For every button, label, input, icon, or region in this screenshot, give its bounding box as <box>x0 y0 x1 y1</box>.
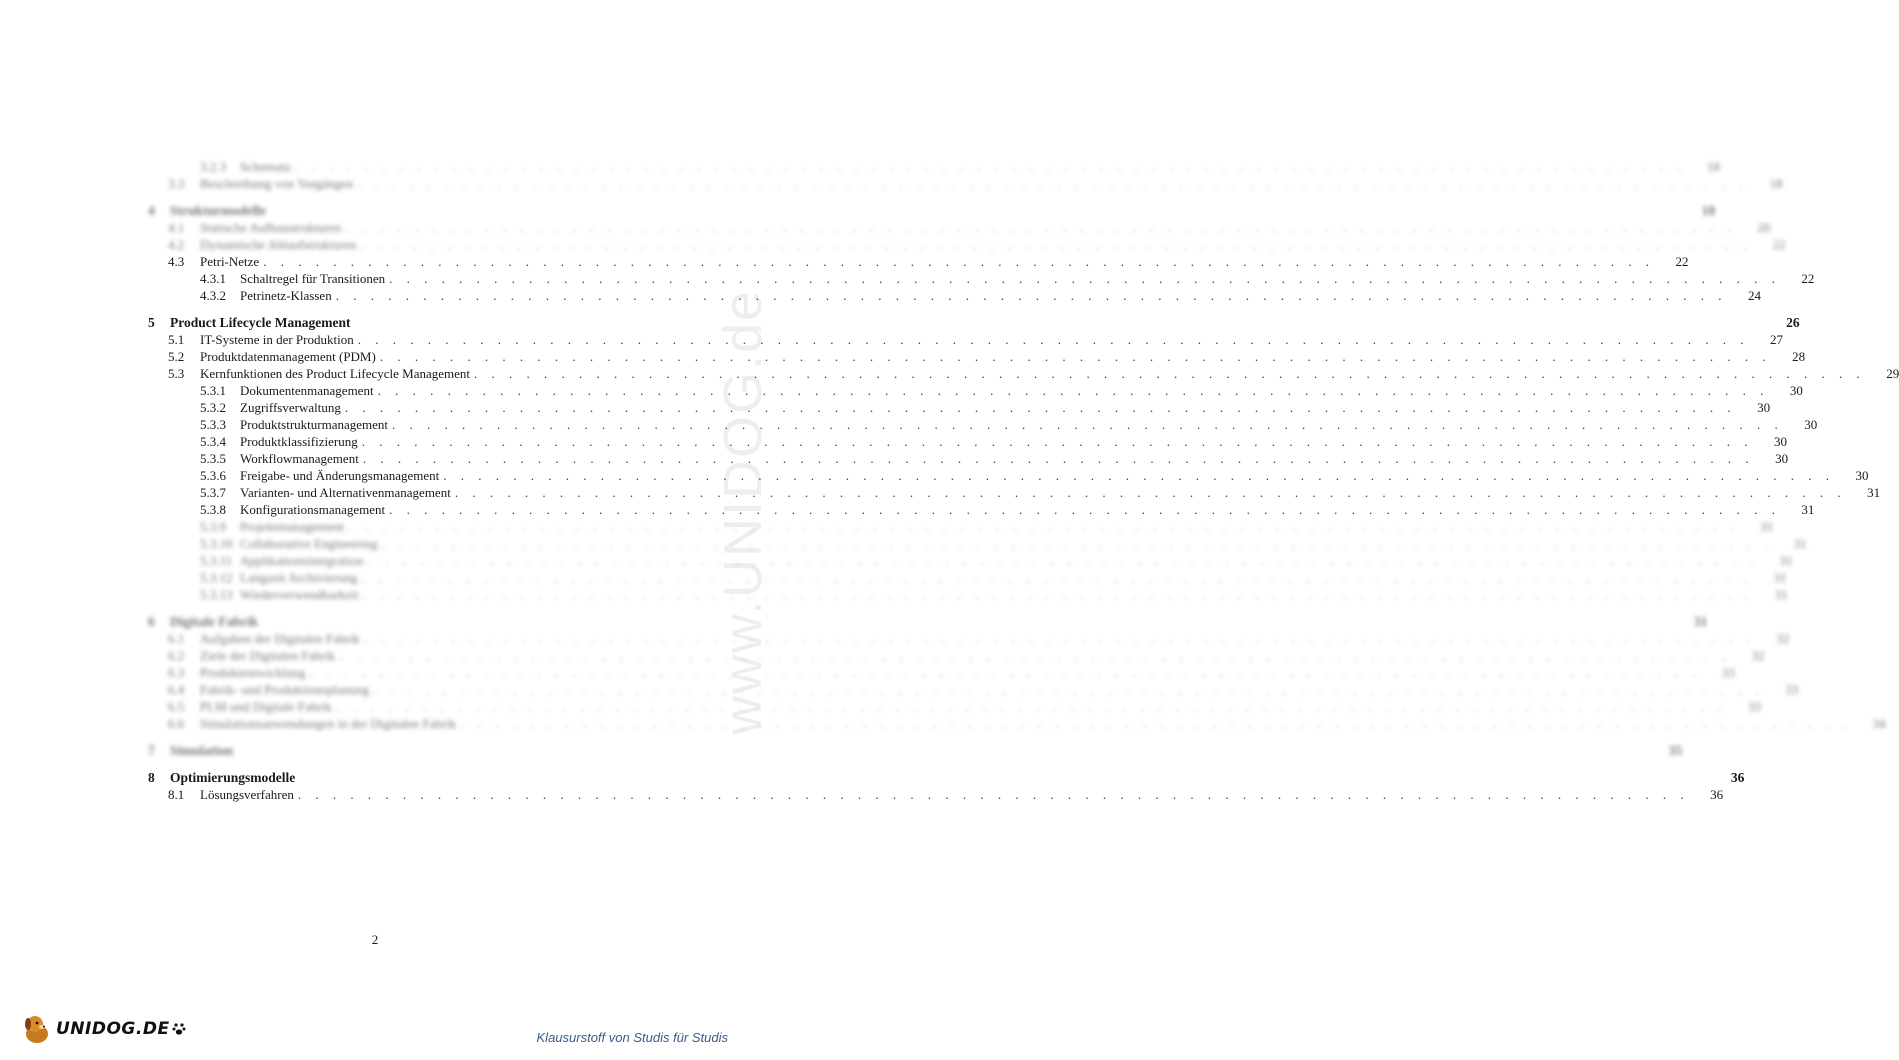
toc-entry-number: 8 <box>148 770 155 785</box>
toc-entry-number: 3.3 <box>168 176 185 191</box>
toc-entry-title: Schaltregel für Transitionen <box>240 271 386 286</box>
toc-entry-page: 18 <box>1769 176 1783 191</box>
toc-entry-title: Optimierungsmodelle <box>170 770 296 785</box>
toc-entry-title: Dokumentenmanagement <box>240 383 374 398</box>
toc-entry <box>148 467 1869 484</box>
toc-leader-dots: . . . . . . . . . . . . . . . . . . . . . . . . . . . . . . . . . . . . . . . . . . . . . . . . . . . . . . . . . . . . . . . . . . . . . . . . . . . . . . . . <box>345 220 1737 235</box>
toc-entry-title: Workflowmanagement <box>240 451 359 466</box>
toc-entry-number: 3.2.3 <box>200 159 226 174</box>
toc-entry-page: 30 <box>1804 417 1818 432</box>
toc-leader-dots: . . . . . . . . . . . . . . . . . . . . . . . . . . . . . . . . . . . . . . . . . . . . . . . . . . . . . . . . . . . . . . . . . . . . . . . . . . . . . . . . <box>363 631 1756 646</box>
toc-leader-dots: . . . . . . . . . . . . . . . . . . . . . . . . . . . . . . . . . . . . . . . . . . . . . . . . . . . . . . . . . . . . . . . . . . . . . . . . . . . . . . . . <box>443 468 1835 483</box>
toc-entry-title: Applikationsintegration <box>240 553 364 568</box>
toc-entry-number: 5.3.7 <box>200 485 226 500</box>
toc-entry <box>148 535 1807 552</box>
toc-entry-page: 33 <box>1721 665 1735 680</box>
toc-entry-title: Petri-Netze <box>200 254 260 269</box>
toc-leader-dots: . . . . . . . . . . . . . . . . . . . . . . . . . . . . . . . . . . . . . . . . . . . . . . . . . . . . . . . . . . . . . . . . . . . . . . . . . . . . . . . . <box>294 159 1686 174</box>
toc-leader-dots: . . . . . . . . . . . . . . . . . . . . . . . . . . . . . . . . . . . . . . . . . . . . . . . . . . . . . . . . . . . . . . . . . . . . . . . . . . . . . . . . <box>377 383 1769 398</box>
toc-leader-dots: . . . . . . . . . . . . . . . . . . . . . . . . . . . . . . . . . . . . . . . . . . . . . . . . . . . . . . . . . . . . . . . . . . . . . . . . . . . . . . . . <box>373 682 1765 697</box>
toc-entry-title: Statische Aufbaustrukturen <box>200 220 342 235</box>
toc-entry-page: 31 <box>1774 587 1788 602</box>
toc-entry <box>148 219 1771 236</box>
toc-leader-dots: . . . . . . . . . . . . . . . . . . . . . . . . . . . . . . . . . . . . . . . . . . . . . . . . . . . . . . . . . . . . . . . . . . . . . . . . . . . . . . . . <box>339 648 1731 663</box>
toc-leader-dots: . . . . . . . . . . . . . . . . . . . . . . . . . . . . . . . . . . . . . . . . . . . . . . . . . . . . . . . . . . . . . . . . . . . . . . . . . . . . . . . . <box>379 349 1772 364</box>
toc-entry-number: 4.3 <box>168 254 185 269</box>
toc-entry <box>148 236 1786 253</box>
toc-entry <box>148 253 1689 270</box>
toc-entry-page: 27 <box>1769 332 1783 347</box>
toc-entry-title: Projektmanagement <box>240 519 344 534</box>
toc-entry-title: Wiederverwendbarkeit <box>240 587 359 602</box>
toc-entry-page: 31 <box>1867 485 1881 500</box>
toc-entry-page: 35 <box>1668 743 1683 758</box>
toc-entry-title: Langzeit Archivierung <box>240 570 358 585</box>
paw-icon <box>172 1022 186 1036</box>
toc-entry <box>148 484 1881 501</box>
toc-entry <box>148 365 1899 382</box>
toc-entry-page: 32 <box>1776 631 1790 646</box>
toc-entry-number: 5.2 <box>168 349 185 364</box>
toc-entry-page: 22 <box>1801 271 1815 286</box>
toc-entry <box>148 664 1735 681</box>
toc-entry-page: 26 <box>1786 315 1800 330</box>
toc-entry-number: 7 <box>148 743 155 758</box>
toc-entry-title: Dynamische Ablaufstrukturen <box>200 237 357 252</box>
toc-entry <box>148 501 1815 518</box>
toc-entry-title: Kernfunktionen des Product Lifecycle Management <box>200 366 471 381</box>
watermark-text: www.UNIDOG.de <box>713 288 773 735</box>
toc-entry <box>148 382 1803 399</box>
toc-leader-dots: . . . . . . . . . . . . . . . . . . . . . . . . . . . . . . . . . . . . . . . . . . . . . . . . . . . . . . . . . . . . . . . . . . . . . . . . . . . . . . . . <box>367 553 1759 568</box>
toc-entry-page: 30 <box>1757 400 1771 415</box>
toc-entry-title: Beschreibung von Vorgängen <box>200 176 354 191</box>
toc-entry <box>148 518 1774 535</box>
toc-entry-number: 5.3.2 <box>200 400 226 415</box>
toc-entry <box>148 715 1886 732</box>
toc-entry <box>148 769 1745 786</box>
toc-entry-page: 31 <box>1693 614 1708 629</box>
toc-leader-dots: . . . . . . . . . . . . . . . . . . . . . . . . . . . . . . . . . . . . . . . . . . . . . . . . . . . . . . . . . . . . . . . . . . . . . . . . . . . . . . . . <box>309 665 1701 680</box>
toc-leader-dots: . . . . . . . . . . . . . . . . . . . . . . . . . . . . . . . . . . . . . . . . . . . . . . . . . . . . . . . . . . . . . . . . . . . . . . . . . . . . . . . . <box>389 502 1781 517</box>
toc-entry-page: 33 <box>1785 682 1799 697</box>
toc-entry-page: 18 <box>1706 159 1720 174</box>
toc-entry-number: 5.3.10 <box>200 536 233 551</box>
toc-entry-page: 24 <box>1747 288 1761 303</box>
toc-entry-number: 6 <box>148 614 155 629</box>
toc-entry-number: 4 <box>148 203 155 218</box>
toc-entry-number: 8.1 <box>168 787 185 802</box>
toc-entry-page: 36 <box>1710 787 1724 802</box>
logo-text: UNIDOG.DE <box>56 1019 170 1039</box>
toc-entry-title: Freigabe- und Änderungsmanagement <box>240 468 440 483</box>
toc-entry-title: Product Lifecycle Management <box>170 315 351 330</box>
toc-entry <box>148 569 1787 586</box>
toc-entry-page: 34 <box>1872 716 1886 731</box>
toc-entry-number: 6.3 <box>168 665 185 680</box>
unidog-logo <box>20 1012 186 1046</box>
toc-entry-number: 5.3.12 <box>200 570 233 585</box>
toc-leader-dots: . . . . . . . . . . . . . . . . . . . . . . . . . . . . . . . . . . . . . . . . . . . . . . . . . . . . . . . . . . . . . . . . . . . . . . . . . . . . . . . . <box>335 288 1727 303</box>
toc-leader-dots: . . . . . . . . . . . . . . . . . . . . . . . . . . . . . . . . . . . . . . . . . . . . . . . . . . . . . . . . . . . . . . . . . . . . . . . . . . . . . . . . <box>362 451 1755 466</box>
toc-entry-number: 4.2 <box>168 237 185 252</box>
toc-leader-dots: . . . . . . . . . . . . . . . . . . . . . . . . . . . . . . . . . . . . . . . . . . . . . . . . . . . . . . . . . . . . . . . . . . . . . . . . . . . . . . . . <box>344 400 1737 415</box>
toc-entry-number: 6.2 <box>168 648 185 663</box>
toc-leader-dots: . . . . . . . . . . . . . . . . . . . . . . . . . . . . . . . . . . . . . . . . . . . . . . . . . . . . . . . . . . . . . . . . . . . . . . . . . . . . . . . . <box>392 417 1784 432</box>
toc-entry-title: Produktklassifizierung <box>240 434 358 449</box>
toc-entry-title: PLM und Digitale Fabrik <box>200 699 332 714</box>
toc-entry <box>148 613 1708 630</box>
toc-entry <box>148 348 1806 365</box>
toc-leader-dots: . . . . . . . . . . . . . . . . . . . . . . . . . . . . . . . . . . . . . . . . . . . . . . . . . . . . . . . . . . . . . . . . . . . . . . . . . . . . . . . . <box>454 485 1847 500</box>
toc-leader-dots: . . . . . . . . . . . . . . . . . . . . . . . . . . . . . . . . . . . . . . . . . . . . . . . . . . . . . . . . . . . . . . . . . . . . . . . . . . . . . . . . <box>381 536 1773 551</box>
toc-leader-dots: . . . . . . . . . . . . . . . . . . . . . . . . . . . . . . . . . . . . . . . . . . . . . . . . . . . . . . . . . . . . . . . . . . . . . . . . . . . . . . . . <box>335 699 1728 714</box>
toc-entry <box>148 647 1765 664</box>
toc-entry <box>148 433 1787 450</box>
toc-entry-page: 29 <box>1886 366 1899 381</box>
toc-entry-number: 5.3.6 <box>200 468 226 483</box>
toc-entry-title: Produktentwicklung <box>200 665 306 680</box>
toc-entry-number: 6.1 <box>168 631 185 646</box>
toc-entry <box>148 158 1720 175</box>
toc-entry-number: 4.1 <box>168 220 185 235</box>
toc-entry-title: Schemata <box>240 159 291 174</box>
toc-entry-number: 5.3.13 <box>200 587 233 602</box>
toc-entry-number: 5.3.5 <box>200 451 226 466</box>
toc-leader-dots: . . . . . . . . . . . . . . . . . . . . . . . . . . . . . . . . . . . . . . . . . . . . . . . . . . . . . . . . . . . . . . . . . . . . . . . . . . . . . . . . <box>361 434 1753 449</box>
toc-entry-page: 30 <box>1775 451 1789 466</box>
toc-entry-page: 31 <box>1793 536 1807 551</box>
toc-leader-dots: . . . . . . . . . . . . . . . . . . . . . . . . . . . . . . . . . . . . . . . . . . . . . . . . . . . . . . . . . . . . . . . . . . . . . . . . . . . . . . . . <box>362 587 1754 602</box>
tagline: Klausurstoff von Studis für Studis <box>536 1030 728 1045</box>
toc-entry-number: 6.6 <box>168 716 185 731</box>
toc-entry-page: 36 <box>1730 770 1745 785</box>
toc-entry-title: Ziele der Digitalen Fabrik <box>200 648 336 663</box>
toc-entry-number: 4.3.1 <box>200 271 226 286</box>
toc-entry-number: 5 <box>148 315 155 330</box>
toc-leader-dots: . . . . . . . . . . . . . . . . . . . . . . . . . . . . . . . . . . . . . . . . . . . . . . . . . . . . . . . . . . . . . . . . . . . . . . . . . . . . . . . . <box>474 366 1866 381</box>
toc-entry-number: 6.5 <box>168 699 185 714</box>
toc-entry-title: Simulation <box>170 743 234 758</box>
toc-entry-page: 30 <box>1855 468 1869 483</box>
toc-leader-dots: . . . . . . . . . . . . . . . . . . . . . . . . . . . . . . . . . . . . . . . . . . . . . . . . . . . . . . . . . . . . . . . . . . . . . . . . . . . . . . . . <box>360 237 1752 252</box>
toc-entry-title: Zugriffsverwaltung <box>240 400 341 415</box>
toc-entry-page: 31 <box>1773 570 1787 585</box>
toc-entry-page: 31 <box>1801 502 1815 517</box>
toc-entry-page: 30 <box>1773 434 1787 449</box>
toc-entry-number: 5.3 <box>168 366 185 381</box>
toc-entry-page: 22 <box>1772 237 1786 252</box>
toc-entry-page: 30 <box>1789 383 1803 398</box>
toc-entry <box>148 270 1815 287</box>
toc-entry-title: Strukturmodelle <box>170 203 266 218</box>
toc-entry-page: 31 <box>1760 519 1774 534</box>
page-number: 2 <box>371 932 379 947</box>
dog-mascot-icon <box>20 1012 54 1046</box>
toc-leader-dots: . . . . . . . . . . . . . . . . . . . . . . . . . . . . . . . . . . . . . . . . . . . . . . . . . . . . . . . . . . . . . . . . . . . . . . . . . . . . . . . . <box>297 787 1690 802</box>
toc-entry-number: 5.3.4 <box>200 434 226 449</box>
toc-leader-dots: . . . . . . . . . . . . . . . . . . . . . . . . . . . . . . . . . . . . . . . . . . . . . . . . . . . . . . . . . . . . . . . . . . . . . . . . . . . . . . . . <box>357 332 1749 347</box>
toc-leader-dots: . . . . . . . . . . . . . . . . . . . . . . . . . . . . . . . . . . . . . . . . . . . . . . . . . . . . . . . . . . . . . . . . . . . . . . . . . . . . . . . . <box>460 716 1852 731</box>
toc-entry-page: 22 <box>1675 254 1689 269</box>
toc-entry-title: Produktstrukturmanagement <box>240 417 389 432</box>
toc-entry-number: 5.3.3 <box>200 417 226 432</box>
toc-entry-number: 5.3.9 <box>200 519 226 534</box>
toc-entry-title: Lösungsverfahren <box>200 787 294 802</box>
toc-entry-number: 5.1 <box>168 332 185 347</box>
toc-entry-page: 28 <box>1792 349 1806 364</box>
toc-entry-title: Konfigurationsmanagement <box>240 502 386 517</box>
toc-entry-page: 32 <box>1751 648 1765 663</box>
toc-entry-title: Aufgaben der Digitalen Fabrik <box>200 631 360 646</box>
toc-entry-number: 6.4 <box>168 682 185 697</box>
toc-entry <box>148 175 1783 192</box>
toc-entry-title: Petrinetz-Klassen <box>240 288 332 303</box>
toc-entry-title: Varianten- und Alternativenmanagement <box>240 485 451 500</box>
toc-entry <box>148 287 1761 304</box>
toc-leader-dots: . . . . . . . . . . . . . . . . . . . . . . . . . . . . . . . . . . . . . . . . . . . . . . . . . . . . . . . . . . . . . . . . . . . . . . . . . . . . . . . . <box>357 176 1749 191</box>
toc-entry-page: 20 <box>1757 220 1771 235</box>
toc-entry-title: Collaborative Engineering <box>240 536 378 551</box>
toc-entry <box>148 399 1771 416</box>
toc-entry <box>148 331 1783 348</box>
toc-entry <box>148 681 1799 698</box>
toc-entry <box>148 416 1818 433</box>
toc-entry-number: 5.3.1 <box>200 383 226 398</box>
toc-entry-number: 5.3.11 <box>200 553 233 568</box>
toc-entry <box>148 698 1762 715</box>
toc-entry-title: Produktdatenmanagement (PDM) <box>200 349 376 364</box>
toc-entry-title: Fabrik- und Produktionsplanung <box>200 682 369 697</box>
toc-entry-number: 4.3.2 <box>200 288 226 303</box>
toc-entry-number: 5.3.8 <box>200 502 226 517</box>
toc-entry <box>148 450 1789 467</box>
toc-entry <box>148 630 1790 647</box>
toc-entry <box>148 786 1724 803</box>
toc-entry <box>148 552 1793 569</box>
toc-entry <box>148 202 1716 219</box>
toc-entry-page: 33 <box>1748 699 1762 714</box>
toc-entry-page: 18 <box>1701 203 1716 218</box>
toc-leader-dots: . . . . . . . . . . . . . . . . . . . . . . . . . . . . . . . . . . . . . . . . . . . . . . . . . . . . . . . . . . . . . . . . . . . . . . . . . . . . . . . . <box>347 519 1740 534</box>
toc-entry <box>148 586 1788 603</box>
toc-entry-title: Digitale Fabrik <box>170 614 259 629</box>
toc-leader-dots: . . . . . . . . . . . . . . . . . . . . . . . . . . . . . . . . . . . . . . . . . . . . . . . . . . . . . . . . . . . . . . . . . . . . . . . . . . . . . . . . <box>263 254 1655 269</box>
toc-entry-title: Simulationsanwendungen in der Digitalen Fabrik <box>200 716 457 731</box>
toc-entry <box>148 742 1683 759</box>
toc-entry-page: 31 <box>1779 553 1793 568</box>
toc-leader-dots: . . . . . . . . . . . . . . . . . . . . . . . . . . . . . . . . . . . . . . . . . . . . . . . . . . . . . . . . . . . . . . . . . . . . . . . . . . . . . . . . <box>389 271 1781 286</box>
toc-leader-dots: . . . . . . . . . . . . . . . . . . . . . . . . . . . . . . . . . . . . . . . . . . . . . . . . . . . . . . . . . . . . . . . . . . . . . . . . . . . . . . . . <box>361 570 1753 585</box>
toc-entry <box>148 314 1800 331</box>
toc-entry-title: IT-Systeme in der Produktion <box>200 332 354 347</box>
